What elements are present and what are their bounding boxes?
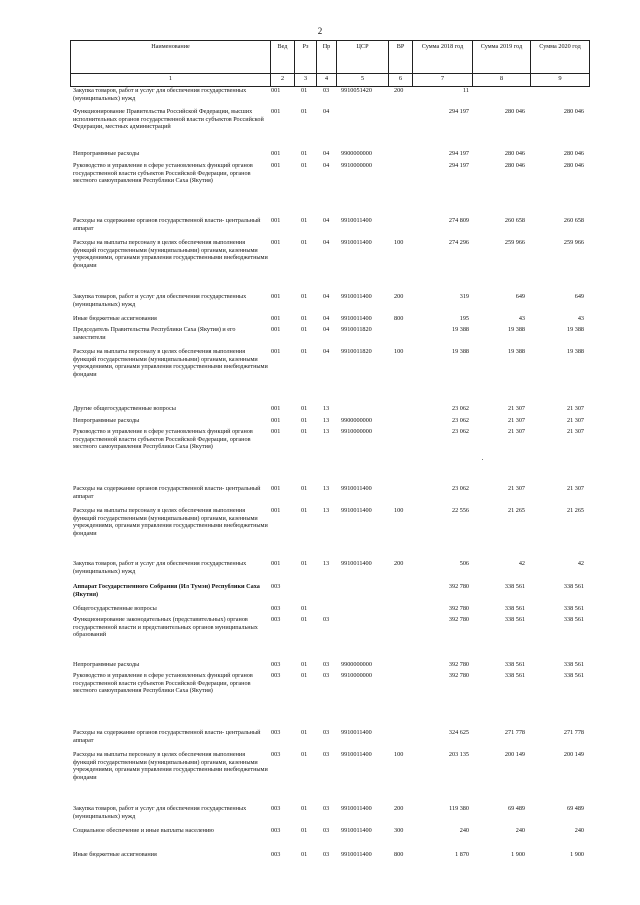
page-number: 2 [317,26,323,36]
cell-rz: 01 [301,239,308,246]
cell-y2020: 338 561 [563,583,584,590]
cell-y2019: 1 900 [511,851,525,858]
cell-y2019: 271 778 [504,729,525,736]
cell-y2018: 23 062 [451,428,469,435]
cell-name: Иные бюджетные ассигнования [73,851,157,858]
cell-csr: 9910011400 [341,560,372,567]
cell-csr: 9900000000 [341,661,372,668]
cell-rz: 01 [301,315,308,322]
header-csr: ЦСР [336,41,388,73]
cell-vr: 100 [394,348,404,355]
cell-vr: 200 [394,560,404,567]
cell-rz: 01 [301,217,308,224]
cell-ved: 001 [271,485,281,492]
cell-y2018: 294 197 [448,162,469,169]
cell-y2018: 392 780 [448,661,469,668]
cell-y2019: 19 388 [507,326,525,333]
cell-y2019: 200 149 [504,751,525,758]
cell-pr: 04 [323,150,330,157]
cell-y2019: 259 966 [504,239,525,246]
cell-y2018: 22 556 [451,507,469,514]
cell-csr: 9910011400 [341,217,372,224]
cell-rz: 01 [301,428,308,435]
header-numbers-row [70,72,590,87]
cell-rz: 01 [301,507,308,514]
cell-name: Председатель Правительства Республики Саха (Якутия) и его заместители [73,326,236,341]
cell-y2018: 274 809 [448,217,469,224]
cell-csr: 9910011820 [341,348,372,355]
cell-rz: 01 [301,661,308,668]
cell-name: Расходы на выплаты персоналу в целях обеспечения выполнения функций государственными (муниципальными) органами, казенными учреждениями, органами управления государственными внебюджетными фондами [73,239,268,269]
cell-y2018: 203 135 [448,751,469,758]
cell-y2018: 319 [459,293,469,300]
cell-ved: 003 [271,805,281,812]
header-sum-2020: Сумма 2020 год [530,41,590,73]
cell-name: Непрограммные расходы [73,150,140,157]
cell-ved: 001 [271,150,281,157]
cell-name: Руководство и управление в сфере установленных функций органов государственной власти субъектов Российской Федерации, органов местного самоуправления Республики Саха (Якутия) [73,672,253,695]
cell-rz: 01 [301,560,308,567]
cell-y2018: 392 780 [448,616,469,623]
cell-y2020: 21 307 [566,428,584,435]
cell-csr: 9910000000 [341,428,372,435]
cell-y2020: 649 [574,293,584,300]
col-number-3: 3 [294,72,316,86]
cell-csr: 9910011400 [341,827,372,834]
cell-pr: 04 [323,108,330,115]
cell-pr: 13 [323,507,330,514]
cell-pr: 13 [323,560,330,567]
cell-y2020: 338 561 [563,672,584,679]
cell-name: Иные бюджетные ассигнования [73,315,157,322]
cell-name: Функционирование Правительства Российской Федерации, высших исполнительных органов государственной власти субъектов Российской Федерации, местных администраций [73,108,264,131]
cell-ved: 001 [271,405,281,412]
cell-csr: 9910011820 [341,326,372,333]
cell-rz: 01 [301,293,308,300]
col-number-1: 1 [70,72,270,86]
cell-csr: 9910000000 [341,672,372,679]
cell-csr: 9910011400 [341,293,372,300]
cell-name: Закупка товаров, работ и услуг для обеспечения государственных (муниципальных) нужд [73,293,247,308]
cell-y2019: 280 046 [504,108,525,115]
cell-ved: 001 [271,239,281,246]
cell-y2020: 280 046 [563,150,584,157]
cell-y2018: 19 388 [451,348,469,355]
cell-name: Непрограммные расходы [73,661,140,668]
cell-y2019: 240 [515,827,525,834]
cell-rz: 01 [301,87,308,94]
cell-y2019: 649 [515,293,525,300]
cell-rz: 01 [301,827,308,834]
cell-pr: 03 [323,672,330,679]
cell-y2020: 259 966 [563,239,584,246]
cell-pr: 03 [323,729,330,736]
cell-y2018: 11 [463,87,469,94]
col-number-2: 2 [270,72,294,86]
cell-y2020: 338 561 [563,616,584,623]
cell-ved: 001 [271,417,281,424]
cell-rz: 01 [301,672,308,679]
cell-y2019: 338 561 [504,616,525,623]
cell-pr: 04 [323,326,330,333]
cell-pr: 04 [323,293,330,300]
header-pr: Пр [316,41,336,73]
col-number-5: 5 [336,72,388,86]
cell-vr: 300 [394,827,404,834]
cell-y2018: 19 388 [451,326,469,333]
cell-pr: 04 [323,217,330,224]
cell-ved: 001 [271,315,281,322]
cell-ved: 001 [271,348,281,355]
cell-y2019: 21 265 [507,507,525,514]
cell-name: Расходы на выплаты персоналу в целях обеспечения выполнения функций государственными (муниципальными) органами, казенными учреждениями, органами управления государственными внебюджетными фондами [73,348,268,378]
header-titles-row [70,40,590,74]
cell-rz: 01 [301,417,308,424]
cell-pr: 03 [323,661,330,668]
cell-vr: 200 [394,805,404,812]
cell-y2020: 200 149 [563,751,584,758]
cell-rz: 01 [301,348,308,355]
cell-y2020: 280 046 [563,108,584,115]
cell-rz: 01 [301,162,308,169]
cell-ved: 001 [271,217,281,224]
cell-y2018: 119 380 [449,805,469,812]
cell-y2018: 1 870 [455,851,469,858]
cell-pr: 04 [323,239,330,246]
cell-y2018: 392 780 [448,605,469,612]
header-name: Наименование [70,41,270,73]
cell-y2018: 240 [459,827,469,834]
cell-y2019: 42 [518,560,525,567]
cell-ved: 003 [271,751,281,758]
cell-csr: 9910051420 [341,87,372,94]
cell-y2020: 21 307 [566,485,584,492]
cell-ved: 001 [271,162,281,169]
cell-pr: 03 [323,87,330,94]
cell-csr: 9910000000 [341,162,372,169]
cell-rz: 01 [301,150,308,157]
cell-csr: 9910011400 [341,851,372,858]
cell-y2020: 43 [577,315,584,322]
cell-y2019: 19 388 [507,348,525,355]
cell-y2019: 21 307 [507,428,525,435]
cell-pr: 03 [323,851,330,858]
cell-name: Непрограммные расходы [73,417,140,424]
cell-ved: 001 [271,293,281,300]
cell-rz: 01 [301,851,308,858]
cell-ved: 003 [271,661,281,668]
cell-y2020: 69 489 [566,805,584,812]
cell-name: Другие общегосударственные вопросы [73,405,176,412]
cell-ved: 001 [271,87,281,94]
cell-name: Социальное обеспечение и иные выплаты населению [73,827,214,834]
cell-y2018: 506 [459,560,469,567]
cell-y2019: 43 [518,315,525,322]
cell-ved: 003 [271,616,281,623]
cell-csr: 9910011400 [341,239,372,246]
header-vr: ВР [388,41,412,73]
cell-rz: 01 [301,605,308,612]
cell-csr: 9910011400 [341,751,372,758]
cell-name: Закупка товаров, работ и услуг для обеспечения государственных (муниципальных) нужд [73,560,247,575]
cell-y2018: 23 062 [451,405,469,412]
cell-csr: 9900000000 [341,150,372,157]
cell-pr: 03 [323,751,330,758]
cell-y2020: 21 307 [566,405,584,412]
cell-y2020: 240 [574,827,584,834]
cell-vr: 100 [394,751,404,758]
cell-csr: 9910011400 [341,485,372,492]
cell-y2018: 392 780 [448,583,469,590]
cell-rz: 01 [301,326,308,333]
cell-y2019: 338 561 [504,583,525,590]
cell-y2018: 392 780 [448,672,469,679]
table-header [70,40,590,86]
cell-name: Расходы на содержание органов государственной власти- центральный аппарат [73,729,261,744]
cell-vr: 100 [394,239,404,246]
cell-name: Расходы на выплаты персоналу в целях обеспечения выполнения функций государственными (муниципальными) органами, казенными учреждениями, органами управления государственными внебюджетными фондами [73,507,268,537]
cell-y2018: 324 625 [448,729,469,736]
cell-vr: 200 [394,293,404,300]
cell-name: Руководство и управление в сфере установленных функций органов государственной власти субъектов Российской Федерации, органов местного самоуправления Республики Саха (Якутия) [73,428,253,451]
cell-y2019: 260 658 [504,217,525,224]
cell-y2018: 294 197 [448,150,469,157]
header-sum-2018: Сумма 2018 год [412,41,472,73]
cell-rz: 01 [301,616,308,623]
cell-vr: 800 [394,315,404,322]
cell-y2019: 338 561 [504,605,525,612]
col-number-7: 7 [412,72,472,86]
cell-pr: 04 [323,315,330,322]
cell-y2020: 19 388 [566,348,584,355]
header-rz: Рз [294,41,316,73]
cell-y2020: 338 561 [563,661,584,668]
cell-ved: 003 [271,729,281,736]
cell-ved: 001 [271,326,281,333]
cell-y2019: 21 307 [507,485,525,492]
scan-speck [482,459,483,460]
cell-ved: 003 [271,851,281,858]
cell-y2020: 271 778 [563,729,584,736]
cell-name: Закупка товаров, работ и услуг для обеспечения государственных (муниципальных) нужд [73,805,247,820]
cell-csr: 9910011400 [341,315,372,322]
cell-name: Руководство и управление в сфере установленных функций органов государственной власти субъектов Российской Федерации, органов местного самоуправления Республики Саха (Якутия) [73,162,253,185]
cell-ved: 003 [271,827,281,834]
cell-pr: 04 [323,348,330,355]
cell-ved: 003 [271,605,281,612]
cell-pr: 03 [323,827,330,834]
cell-pr: 13 [323,417,330,424]
cell-y2020: 19 388 [566,326,584,333]
cell-y2020: 21 307 [566,417,584,424]
cell-name: Расходы на выплаты персоналу в целях обеспечения выполнения функций государственными (муниципальными) органами, казенными учреждениями, органами управления государственными внебюджетными фондами [73,751,268,781]
cell-rz: 01 [301,729,308,736]
cell-rz: 01 [301,805,308,812]
cell-name: Закупка товаров, работ и услуг для обеспечения государственных (муниципальных) нужд [73,87,247,102]
cell-name: Расходы на содержание органов государственной власти- центральный аппарат [73,217,261,232]
cell-pr: 13 [323,485,330,492]
cell-csr: 9910011400 [341,729,372,736]
cell-name: Аппарат Государственного Собрания (Ил Тумэн) Республики Саха (Якутия) [73,583,260,598]
cell-pr: 13 [323,428,330,435]
cell-rz: 01 [301,108,308,115]
cell-y2018: 23 062 [451,485,469,492]
cell-y2020: 338 561 [563,605,584,612]
cell-y2019: 338 561 [504,661,525,668]
cell-rz: 01 [301,751,308,758]
cell-y2019: 338 561 [504,672,525,679]
cell-ved: 003 [271,672,281,679]
cell-y2020: 42 [577,560,584,567]
col-number-8: 8 [472,72,530,86]
cell-ved: 003 [271,583,281,590]
cell-y2020: 1 900 [570,851,584,858]
cell-name: Общегосударственные вопросы [73,605,157,612]
cell-y2018: 195 [459,315,469,322]
cell-ved: 001 [271,108,281,115]
cell-y2018: 294 197 [448,108,469,115]
col-number-6: 6 [388,72,412,86]
cell-y2019: 69 489 [507,805,525,812]
cell-rz: 01 [301,485,308,492]
cell-vr: 800 [394,851,404,858]
cell-ved: 001 [271,507,281,514]
cell-name: Функционирование законодательных (представительных) органов государственной власти и представительных органов муниципальных образований [73,616,258,639]
header-ved: Вед [270,41,294,73]
cell-vr: 100 [394,507,404,514]
cell-y2020: 21 265 [566,507,584,514]
cell-csr: 9910011400 [341,805,372,812]
cell-y2020: 260 658 [563,217,584,224]
cell-ved: 001 [271,560,281,567]
cell-y2019: 280 046 [504,150,525,157]
cell-y2019: 21 307 [507,405,525,412]
cell-y2020: 280 046 [563,162,584,169]
cell-pr: 04 [323,162,330,169]
cell-pr: 03 [323,616,330,623]
cell-name: Расходы на содержание органов государственной власти- центральный аппарат [73,485,261,500]
cell-csr: 9910011400 [341,507,372,514]
cell-y2018: 23 062 [451,417,469,424]
cell-y2018: 274 296 [448,239,469,246]
cell-y2019: 280 046 [504,162,525,169]
cell-csr: 9900000000 [341,417,372,424]
cell-rz: 01 [301,405,308,412]
col-number-4: 4 [316,72,336,86]
cell-y2019: 21 307 [507,417,525,424]
header-sum-2019: Сумма 2019 год [472,41,530,73]
cell-pr: 03 [323,805,330,812]
cell-ved: 001 [271,428,281,435]
cell-vr: 200 [394,87,404,94]
cell-pr: 13 [323,405,330,412]
col-number-9: 9 [530,72,590,86]
